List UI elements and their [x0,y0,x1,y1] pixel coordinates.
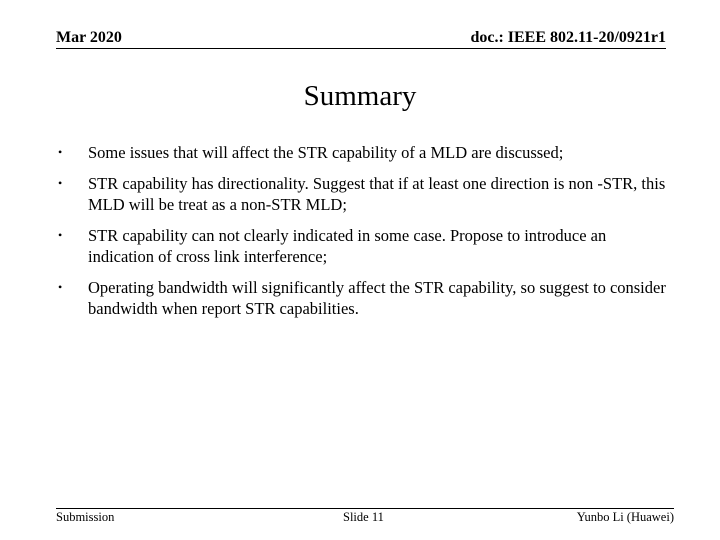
header-rule [56,48,666,49]
bullet-item [56,142,676,163]
footer-slide-number: Slide 11 [343,510,384,524]
bullet-icon: • [58,145,63,159]
bullet-icon: • [58,280,63,294]
bullet-text: Operating bandwidth will significantly affect the STR capability, so suggest to consider bandwidth when report STR capabilities. [88,278,666,318]
bullet-text: STR capability can not clearly indicated in some case. Propose to introduce an indication of cross link interference; [88,226,607,266]
footer-submission: Submission [56,510,115,524]
header-date: Mar 2020 [56,29,122,46]
bullet-icon: • [58,228,63,242]
bullet-text: Some issues that will affect the STR capability of a MLD are discussed; [88,143,564,162]
slide-title: Summary [303,80,417,112]
bullet-item [56,173,676,215]
header-doc-id: doc.: IEEE 802.11-20/0921r1 [470,29,666,46]
bullet-text: STR capability has directionality. Suggest that if at least one direction is non -STR, this MLD will be treat as a non-STR MLD; [88,174,666,214]
bullet-item [56,225,676,267]
bullet-icon: • [58,176,63,190]
bullet-item [56,277,676,319]
footer-author: Yunbo Li (Huawei) [576,510,674,524]
bullet-list [56,142,676,329]
footer-rule [56,508,674,509]
